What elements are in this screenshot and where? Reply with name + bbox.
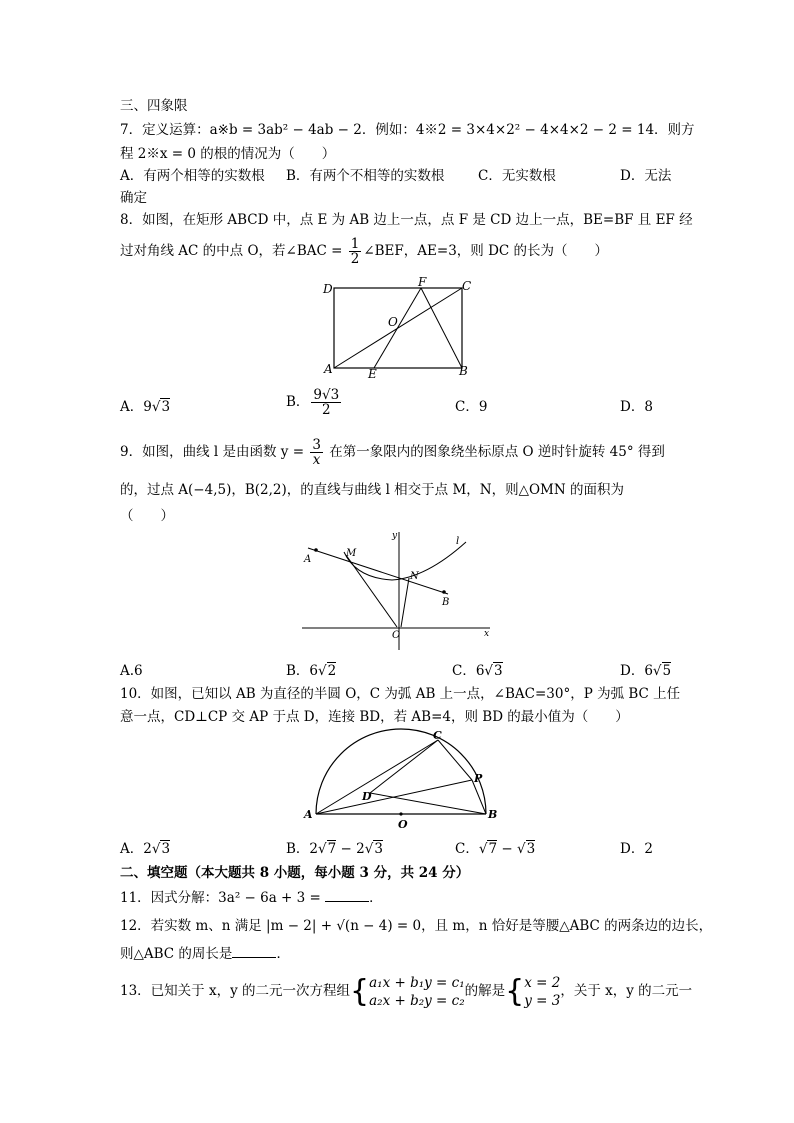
q8-label-d: D (323, 282, 333, 296)
q10-label-c: C (433, 729, 442, 742)
q8-option-a: A．9√3 (120, 399, 171, 415)
q9-option-d: D．6√5 (620, 663, 672, 679)
q8-label-e: E (368, 367, 377, 381)
q8-fraction: $\frac{1}{2}$ (350, 236, 360, 267)
q9-label-b: B (442, 597, 450, 608)
q7-option-a: A．有两个相等的实数根 (120, 168, 265, 184)
q8-option-c: C．9 (455, 399, 488, 415)
q8-line2: 过对角线 AC 的中点 O，若∠BAC = $\frac{1}{2}$ ∠BEF，AE=3，则 DC 的长为（ ） (120, 236, 609, 267)
q11-line: 11．因式分解：3a² − 6a + 3 = ． (120, 890, 383, 906)
q8-label-c: C (462, 279, 472, 293)
q10-label-b: B (488, 808, 498, 821)
q10-option-b: B．2√7 − 2√3 (286, 841, 383, 857)
q8-label-b: B (459, 364, 468, 378)
q10-label-d: D (362, 790, 372, 803)
q10-label-o: O (398, 818, 408, 831)
q7-option-b: B．有两个不相等的实数根 (286, 168, 445, 184)
q7-line2: 程 2※x = 0 的根的情况为（ ） (120, 146, 336, 162)
q9-label-n: N (410, 571, 419, 582)
q8-label-o: O (388, 315, 398, 329)
q7-option-c: C．无实数根 (478, 168, 556, 184)
q9-label-y: y (392, 531, 398, 541)
q8-label-f: F (418, 275, 427, 289)
q10-option-c: C．√7 − √3 (455, 841, 536, 857)
q10-option-d: D．2 (620, 841, 653, 857)
q10-semicircle-figure (302, 722, 496, 830)
q9-line3: （ ） (120, 508, 174, 524)
q9-option-c: C．6√3 (452, 663, 503, 679)
q7-option-d-cont: 确定 (120, 190, 147, 206)
q9-option-b: B．6√2 (286, 663, 337, 679)
q12-line1: 12．若实数 m、n 满足 |m − 2| + √(n − 4) = 0，且 m，n 恰好是等腰△ABC 的两条边的边长， (120, 918, 713, 934)
q8-label-a: A (324, 362, 333, 376)
q9-graph-figure (296, 528, 494, 652)
q12-answer-blank[interactable] (232, 945, 276, 958)
q11-answer-blank[interactable] (325, 889, 369, 902)
q8-line1: 8．如图，在矩形 ABCD 中，点 E 为 AB 边上一点，点 F 是 CD 边上一点，BE=BF 且 EF 经 (120, 212, 693, 228)
q9-label-x: x (484, 629, 490, 639)
q10-line2: 意一点，CD⊥CP 交 AP 于点 D，连接 BD，若 AB=4，则 BD 的最小值为（ ） (120, 709, 629, 725)
q9-label-o: O (392, 630, 401, 641)
q8-option-b: B． $\frac{9√3}{2}$ (286, 387, 340, 418)
q10-label-p: P (474, 772, 483, 785)
q10-label-a: A (304, 808, 313, 821)
q8-option-d: D．8 (620, 399, 653, 415)
q9-label-m: M (346, 548, 357, 559)
q9-option-a: A.6 (120, 663, 143, 679)
q7-line1: 7．定义运算：a※b = 3ab² − 4ab − 2．例如：4※2 = 3×4×2² − 4×4×2 − 2 = 14．则方 (120, 122, 695, 138)
q10-option-a: A．2√3 (120, 841, 171, 857)
section-heading: 三、四象限 (120, 98, 188, 114)
q9-label-a: A (304, 554, 312, 565)
q9-fraction: $\frac{3}{x}$ (312, 437, 321, 468)
fill-in-heading: 二、填空题（本大题共 8 小题，每小题 3 分，共 24 分） (120, 865, 470, 881)
q9-line1: 9．如图，曲线 l 是由函数 y = $\frac{3}{x}$ 在第一象限内的图象绕坐标原点 O 逆时针旋转 45° 得到 (120, 437, 665, 468)
q7-option-d: D．无法 (620, 168, 672, 184)
q12-line2: 则△ABC 的周长是 ． (120, 946, 290, 962)
q8-rectangle-figure (318, 275, 478, 381)
q9-label-l: l (456, 536, 460, 547)
q13-line: 13．已知关于 x，y 的二元一次方程组{ a₁x + b₁y = c₁ a₂x + b₂y = c₂ 的解是{ x = 2 y = 3 ，关于 x，y 的二元一 (120, 973, 693, 1009)
q9-line2: 的，过点 A(−4,5)，B(2,2)，的直线与曲线 l 相交于点 M，N，则△OMN 的面积为 (120, 482, 624, 498)
q10-line1: 10．如图，已知以 AB 为直径的半圆 O，C 为弧 AB 上一点，∠BAC=30°，P 为弧 BC 上任 (120, 686, 681, 702)
